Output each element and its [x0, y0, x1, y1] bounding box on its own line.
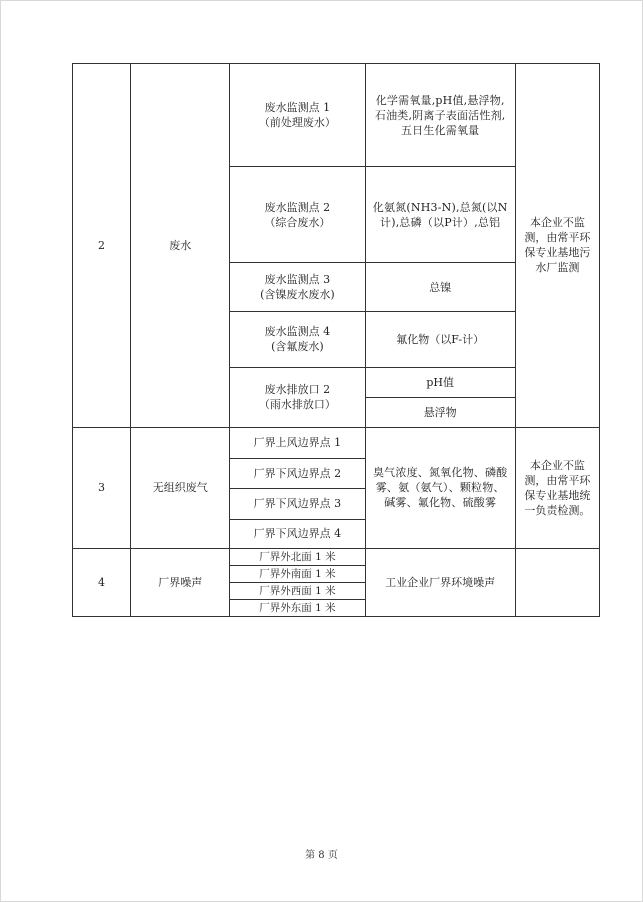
monitoring-items: 臭气浓度、氮氧化物、磷酸雾、氨（氨气）、颗粒物、碱雾、氟化物、硫酸雾 — [365, 427, 515, 548]
monitoring-point — [230, 367, 365, 427]
point-name: 废水监测点 4 — [264, 325, 331, 339]
remark — [515, 548, 599, 616]
point-desc: (含镍废水废水) — [260, 288, 335, 302]
monitoring-items: 化氨氮(NH3-N),总氮(以N计),总磷（以P计）,总铝 — [365, 167, 515, 263]
pollutant-type: 厂界噪声 — [131, 548, 230, 616]
monitoring-items: 工业企业厂界环境噪声 — [365, 548, 515, 616]
monitoring-point — [230, 167, 365, 263]
point-name: 废水监测点 2 — [264, 200, 331, 214]
monitoring-items: 化学需氧量,pH值,悬浮物,石油类,阴离子表面活性剂,五日生化需氧量 — [365, 64, 515, 167]
row-number: 4 — [73, 548, 131, 616]
table-row — [73, 548, 600, 565]
monitoring-point — [230, 64, 365, 167]
point-name: 废水排放口 2 — [264, 383, 331, 397]
point-name: 废水监测点 1 — [264, 101, 331, 115]
remark: 本企业不监测，由常平环保专业基地污水厂监测 — [515, 64, 599, 428]
monitoring-items: 悬浮物 — [365, 397, 515, 427]
point-desc: （前处理废水） — [258, 116, 336, 130]
monitoring-point: 厂界下风边界点 2 — [230, 458, 365, 488]
monitoring-table — [72, 63, 600, 617]
monitoring-table-wrapper — [72, 63, 600, 617]
table-row — [73, 427, 600, 458]
pollutant-type: 无组织废气 — [131, 427, 230, 548]
monitoring-point — [230, 312, 365, 367]
page-number: 第 8 页 — [305, 850, 338, 861]
monitoring-items: 氟化物（以F-计） — [365, 312, 515, 367]
monitoring-items: pH值 — [365, 367, 515, 397]
point-name: 废水监测点 3 — [264, 273, 331, 287]
point-desc: （综合废水） — [264, 215, 331, 229]
monitoring-point: 厂界下风边界点 3 — [230, 488, 365, 519]
remark: 本企业不监测，由常平环保专业基地统一负责检测。 — [515, 427, 599, 548]
monitoring-point: 厂界外西面 1 米 — [230, 582, 365, 599]
monitoring-items: 总镍 — [365, 263, 515, 312]
row-number: 3 — [73, 427, 131, 548]
monitoring-point: 厂界外东面 1 米 — [230, 599, 365, 616]
point-desc: （雨水排放口） — [258, 398, 336, 412]
monitoring-point: 厂界外北面 1 米 — [230, 548, 365, 565]
monitoring-point: 厂界下风边界点 4 — [230, 519, 365, 548]
pollutant-type: 废水 — [131, 64, 230, 428]
monitoring-point: 厂界外南面 1 米 — [230, 565, 365, 582]
monitoring-point: 厂界上风边界点 1 — [230, 427, 365, 458]
table-row — [73, 64, 600, 167]
monitoring-point — [230, 263, 365, 312]
row-number: 2 — [73, 64, 131, 428]
point-desc: (含氟废水) — [271, 340, 324, 354]
